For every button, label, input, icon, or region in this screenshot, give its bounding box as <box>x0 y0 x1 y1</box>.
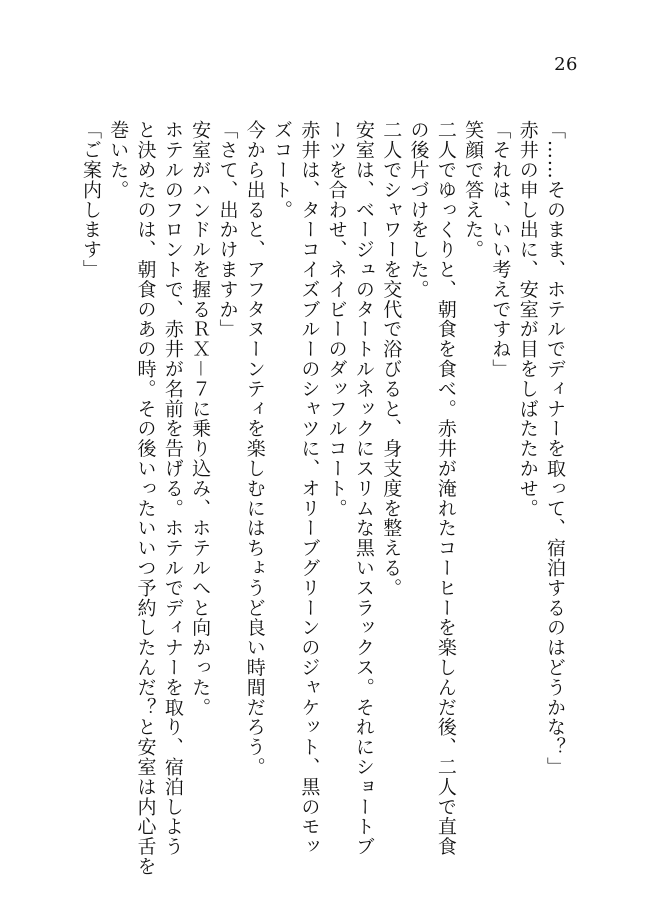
text-line: 「それは、いい考えですね」 <box>489 120 512 379</box>
text-line: 赤井の申し出に、安室が目をしばたたかせ。 <box>516 120 539 518</box>
text-line: ーツを合わせ、ネイビーのダッフルコート。 <box>325 120 348 518</box>
text-line: と決めたのは、朝食のあの時。その後いったいいつ予約したんだ？と安室は内心舌を <box>134 120 157 877</box>
text-line: 「さて、出かけますか」 <box>216 120 239 339</box>
text-line: 二人でゆっくりと、朝食を食べ。赤井が淹れたコーヒーを楽しんだ後、二人で直食 <box>434 120 457 857</box>
text-line: ホテルのフロントで、赤井が名前を告げる。ホテルでディナーを取り、宿泊しよう <box>161 120 184 857</box>
text-line: 赤井は、ターコイズブルーのシャツに、オリーブグリーンのジャケット、黒のモッ <box>298 120 321 857</box>
text-line: 今から出ると、アフタヌーンティを楽しむにはちょうど良い時間だろう。 <box>243 120 266 777</box>
text-line: 笑顔で答えた。 <box>462 120 485 260</box>
text-line: 「……そのまま、ホテルでディナーを取って、宿泊するのはどうかな？」 <box>544 120 566 777</box>
text-line: 巻いた。 <box>107 120 130 200</box>
text-line: 二人でシャワーを交代で浴びると、身支度を整える。 <box>380 120 403 598</box>
text-line: 「ご案内します」 <box>79 120 102 280</box>
text-line: の後片づけをした。 <box>407 120 430 300</box>
text-line: 安室がハンドルを握るＲＸ－７に乗り込み、ホテルへと向かった。 <box>189 120 212 717</box>
page-number: 26 <box>554 54 578 75</box>
body-text <box>77 120 568 877</box>
text-line: 安室は、ベージュのタートルネックにスリムな黒いスラックス。それにショートブ <box>352 120 375 857</box>
text-line: ズコート。 <box>271 120 294 220</box>
